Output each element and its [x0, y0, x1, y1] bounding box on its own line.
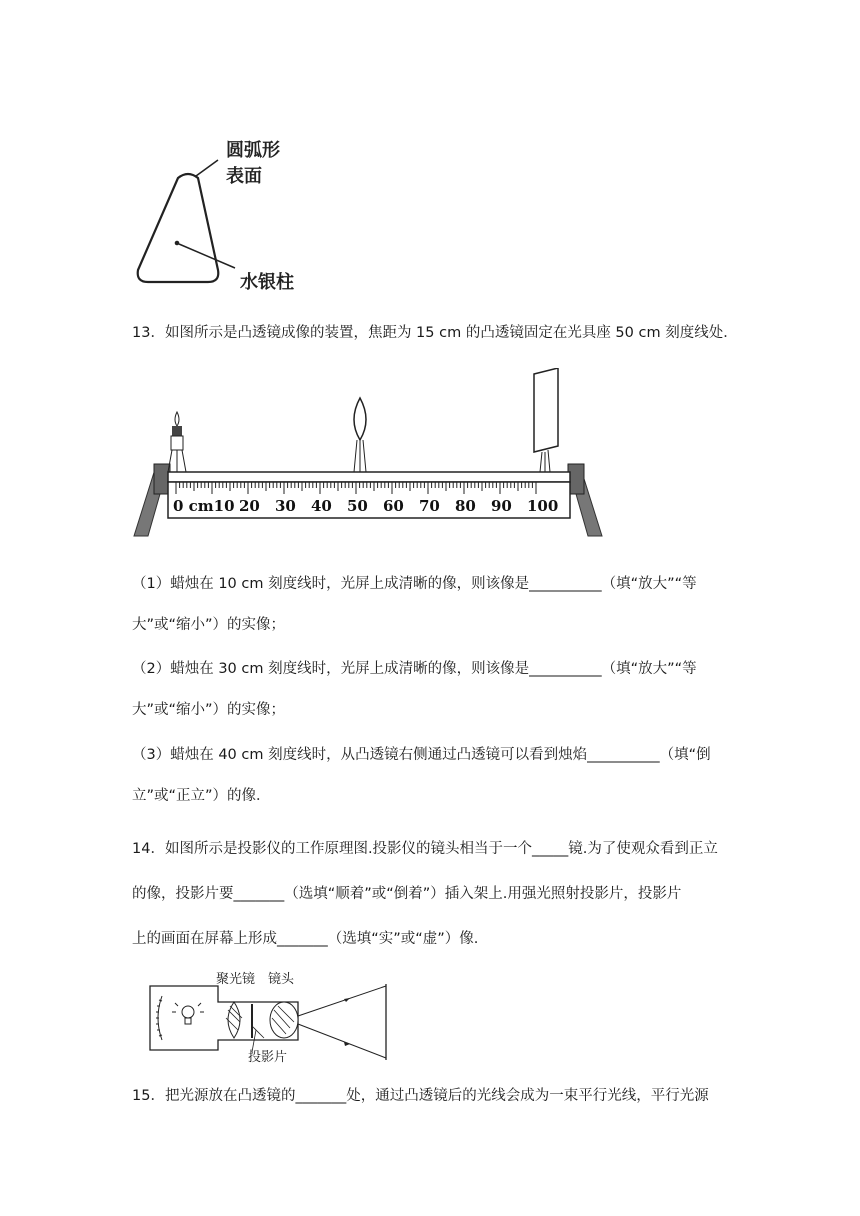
lens-icon — [354, 398, 366, 472]
ruler-label: 90 — [491, 497, 512, 515]
ruler-label: 30 — [275, 497, 296, 515]
screen-icon — [534, 368, 558, 472]
label-mercury-column: 水银柱 — [240, 272, 294, 293]
q14-line2: 的像，投影片要_______（选填“顺着”或“倒着”）插入架上.用强光照射投影片，投影片 — [132, 886, 682, 902]
q13-sub1-line1: （1）蜡烛在 10 cm 刻度线时，光屏上成清晰的像，则该像是__________（填“放大”“等 — [132, 576, 697, 592]
label-lens: 镜头 — [268, 972, 295, 987]
ruler-label: 100 — [527, 497, 559, 515]
label-arc-surface-2: 表面 — [226, 166, 262, 187]
label-condenser: 聚光镜 — [216, 972, 256, 987]
q15-line1: 15．把光源放在凸透镜的_______处，通过凸透镜后的光线会成为一束平行光线，平行光源 — [132, 1088, 709, 1104]
q13-sub1-line2: 大”或“缩小”）的实像； — [132, 617, 286, 633]
optical-bench-figure — [128, 368, 608, 544]
q13-sub3-line1: （3）蜡烛在 40 cm 刻度线时，从凸透镜右侧通过凸透镜可以看到烛焰__________（填“倒 — [132, 747, 711, 763]
q14-line1: 14．如图所示是投影仪的工作原理图.投影仪的镜头相当于一个_____镜.为了使观众看到正立 — [132, 841, 718, 857]
optical-bench-drawing — [128, 368, 608, 544]
q13-sub3-line2: 立”或“正立”）的像． — [132, 788, 271, 804]
ruler-label: 70 — [419, 497, 440, 515]
candle-icon — [168, 412, 186, 472]
q13-stem: 13．如图所示是凸透镜成像的装置，焦距为 15 cm 的凸透镜固定在光具座 50 cm 刻度线处． — [132, 325, 738, 341]
ruler-label: 60 — [383, 497, 404, 515]
label-arc-surface-1: 圆弧形 — [226, 140, 280, 161]
ruler-label: 0 cm10 — [173, 497, 235, 515]
ruler-label: 50 — [347, 497, 368, 515]
ruler-label: 80 — [455, 497, 476, 515]
q13-sub2-line1: （2）蜡烛在 30 cm 刻度线时，光屏上成清晰的像，则该像是__________（填“放大”“等 — [132, 661, 697, 677]
ruler-label: 40 — [311, 497, 332, 515]
q14-line3: 上的画面在屏幕上形成_______（选填“实”或“虚”）像. — [132, 931, 479, 947]
projection-lens-icon — [270, 1002, 298, 1038]
q13-sub2-line2: 大”或“缩小”）的实像； — [132, 702, 286, 718]
label-slide: 投影片 — [248, 1050, 288, 1065]
ruler-label: 20 — [239, 497, 260, 515]
